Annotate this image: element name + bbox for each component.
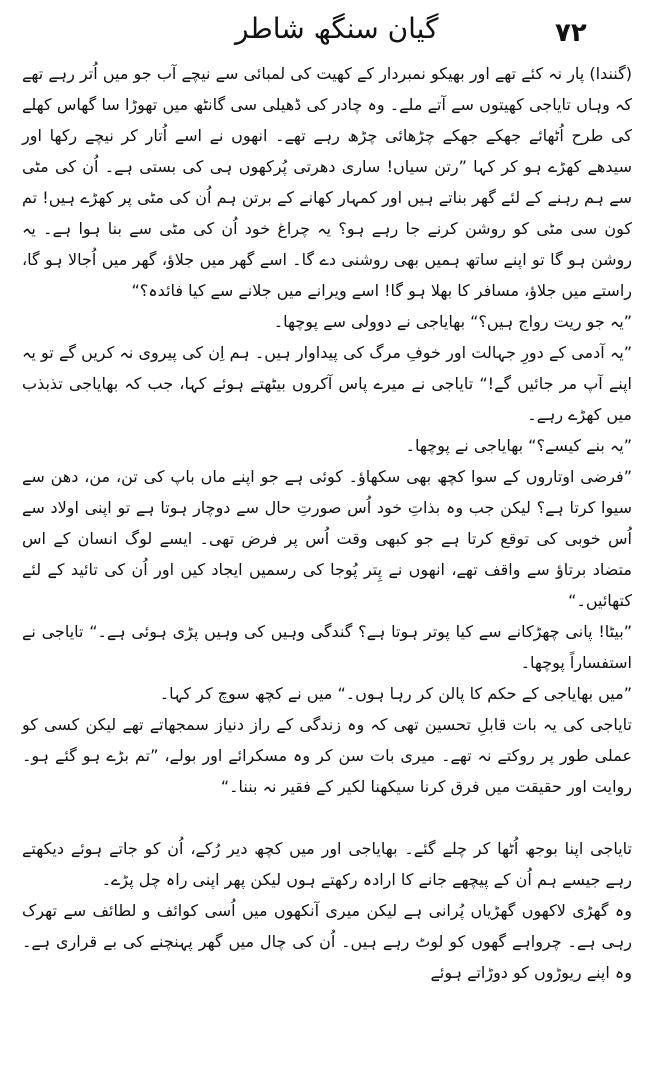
paragraph: ”فرضی اوتاروں کے سوا کچھ بھی سکھاؤ۔ کوئی ہے جو اپنے ماں باپ کی تن، من، دھن سے سیوا کرتا ہے؟ لیکن جب وہ بذاتِ خود اُس صورتِ حال سے دوچار ہوتا ہے تو اپنی اولاد سے اُس خوبی کی توقع کرتا ہے جو کبھی وقت اُس پر فرض تھی۔ ایسے لوگ انسان کے اس متضاد برتاؤ سے واقف تھے، انھوں نے پِتر پُوجا کی رسمیں ایجاد کیں اور اُن کی تائید کے لئے کتھائیں۔“ — [22, 467, 632, 610]
paragraph: ”میں بھایاجی کے حکم کا پالن کر رہا ہوں۔“ میں نے کچھ سوچ کر کہا۔ — [159, 684, 632, 703]
paragraph: ”یہ بنے کیسے؟“ بھایاجی نے پوچھا۔ — [405, 436, 632, 455]
paragraph: ”بیٹا! پانی چھڑکانے سے کیا پوتر ہوتا ہے؟ گندگی وہیں کی وہیں پڑی ہوئی ہے۔“ تایاجی نے استفساراً پوچھا۔ — [22, 622, 632, 672]
body-text — [22, 58, 632, 988]
paragraph: ”یہ جو ریت رواج ہیں؟“ بھایاجی نے دوولی سے پوچھا۔ — [273, 312, 632, 331]
page-header — [0, 8, 650, 58]
paragraph: تایاجی کی یہ بات قابلِ تحسین تھی کہ وہ زندگی کے راز دنیاز سمجھاتے تھے لیکن کسی کو عملی طور پر روکتے نہ تھے۔ میری بات سن کر وہ مسکرائے اور بولے، ”تم بڑے ہو گئے ہو۔ روایت اور حقیقت میں فرق کرنا سیکھنا لکیر کے فقیر نہ بننا۔“ — [22, 715, 632, 796]
paragraph: (گنندا) پار نہ کئے تھے اور بھیکو نمبردار کے کھیت کی لمبائی سے نیچے آب جو میں اُتر رہے تھے کہ وہاں تایاجی کھیتوں سے آتے ملے۔ وہ چادر کی ڈھیلی سی گانٹھ میں تھوڑا سا گھاس کھلے کی طرح اُٹھائے جھکے جھکے چڑھائی چڑھ رہے تھے۔ انھوں نے اسے اُتار کر نیچے رکھا اور سیدھے کھڑے ہو کر کہا ”رتن سیاں! ساری دھرتی پُرکھوں ہی کی بستی ہے۔ اُن کی مٹی سے ہم رہنے کے لئے گھر بناتے ہیں اور کمہار کھانے کے برتن ہم اُن کی مٹی پر کھڑے ہیں! تم کون سی مٹی کو روشن کرنے جا رہے ہو؟ یہ چراغ خود اُن کی مٹی سے بنا ہوا ہے۔ یہ روشن ہو گا تو اپنے ساتھ ہمیں بھی روشنی دے گا۔ اسے گھر میں جلاؤ، گھر میں اُجالا ہو گا، راستے میں جلاؤ، مسافر کا بھلا ہو گا! اسے ویرانے میں جلانے سے کیا فائدہ؟“ — [22, 64, 632, 300]
paragraph: تایاجی اپنا بوجھ اُٹھا کر چلے گئے۔ بھایاجی اور میں کچھ دیر رُکے، اُن کو جاتے ہوئے دیکھتے رہے جیسے ہم اُن کے پیچھے جانے کا ارادہ رکھتے ہوں لیکن پھر اپنی راہ چل پڑے۔ — [22, 839, 632, 889]
running-title: گیان سنگھ شاطر — [235, 12, 439, 45]
paragraph: وہ گھڑی لاکھوں گھڑیاں پُرانی ہے لیکن میری آنکھوں میں اُسی کوائف و لطائف سے تھرک رہی ہے۔ چرواہے گھوں کو لوٹ رہے ہیں۔ اُن کی چال میں گھر پہنچنے کی بے قراری ہے۔ وہ اپنے ریوڑوں کو دوڑاتے ہوئے — [22, 901, 632, 982]
page-number: ۷۲ — [555, 18, 587, 48]
paragraph: ”یہ آدمی کے دورِ جہالت اور خوفِ مرگ کی پیداوار ہیں۔ ہم اِن کی پیروی نہ کریں گے تو یہ اپنے آپ مر جائیں گے!“ تایاجی نے میرے پاس آکروں بیٹھتے ہوئے کہا، جب کہ بھایاجی تذبذب میں کھڑے رہے۔ — [22, 343, 632, 424]
